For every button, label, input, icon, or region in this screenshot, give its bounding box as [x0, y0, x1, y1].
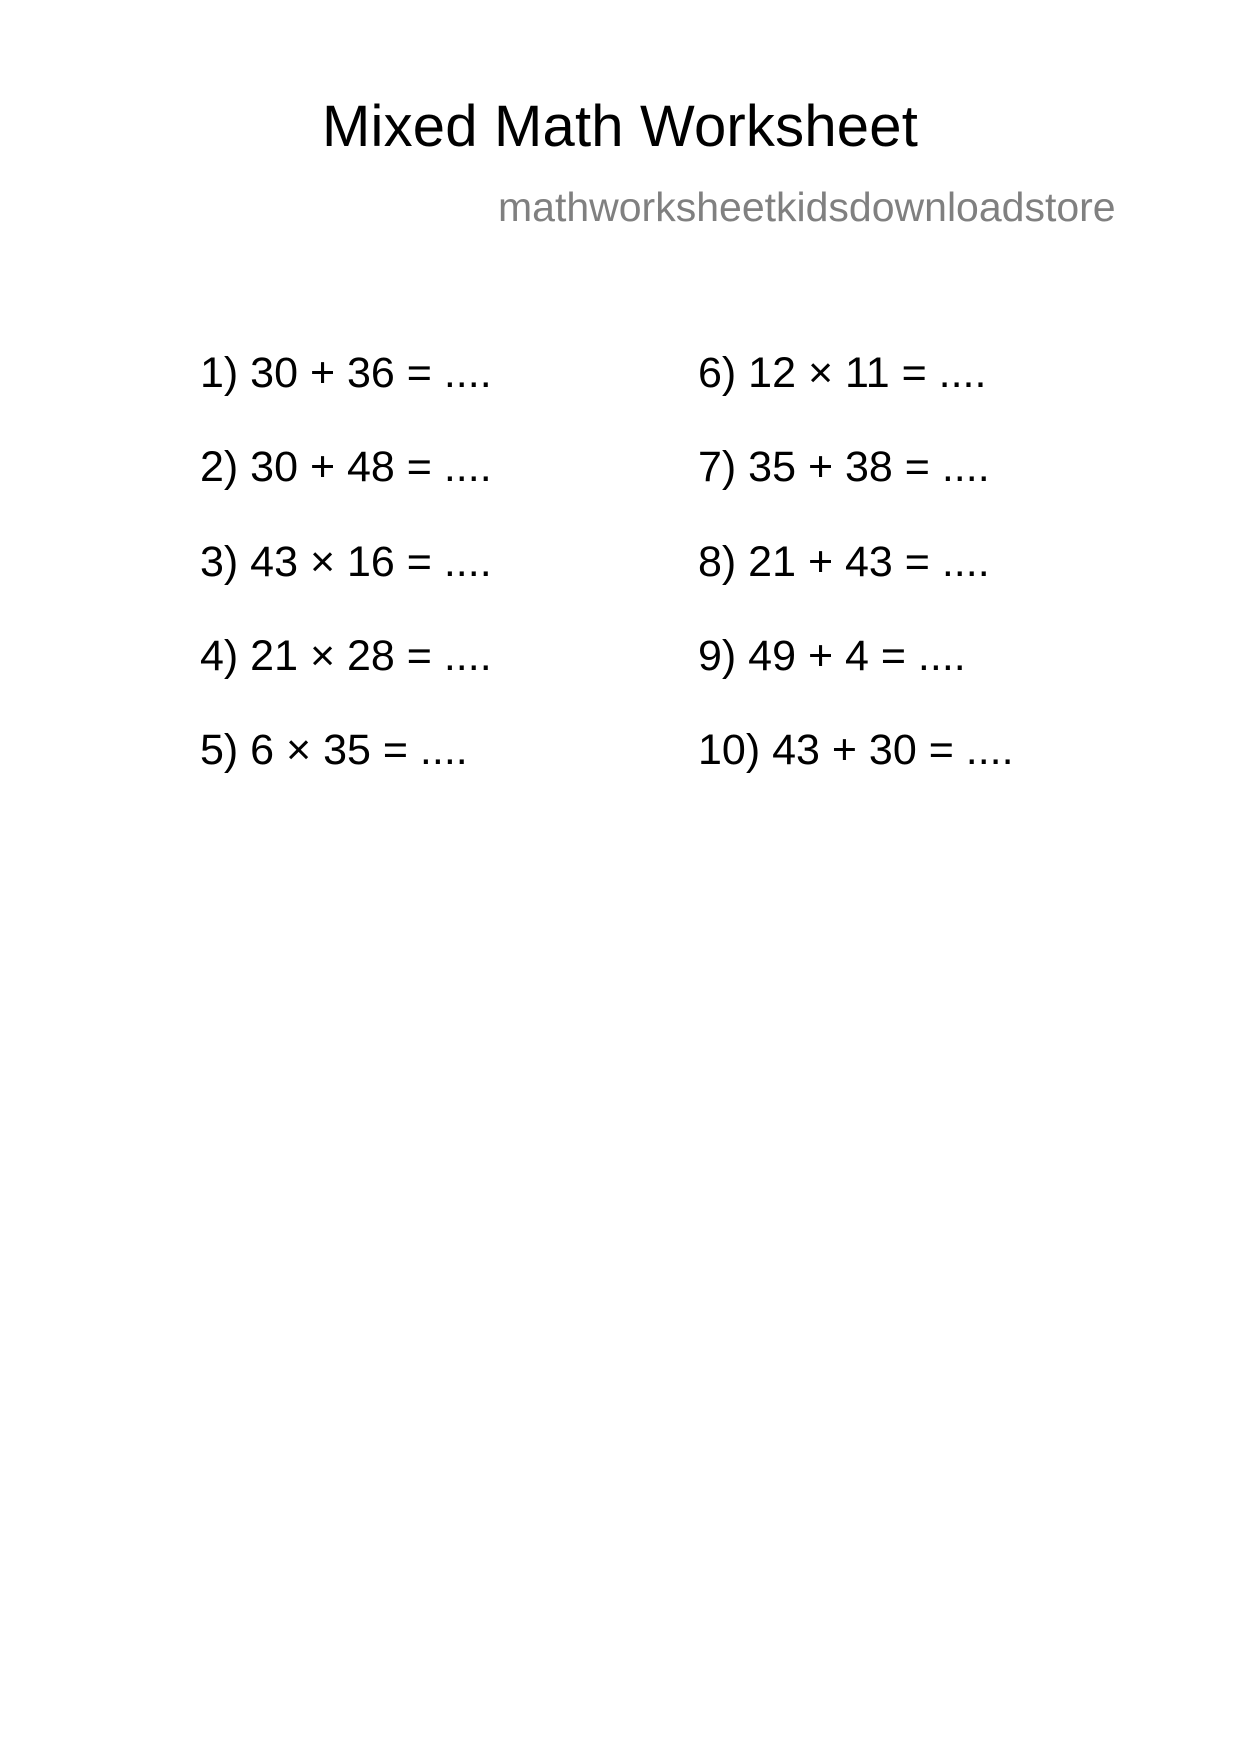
problem-5: 5) 6 × 35 = ....: [200, 726, 468, 774]
problem-list: [0, 349, 1240, 812]
problem-9: 9) 49 + 4 = ....: [698, 632, 966, 680]
site-name: mathworksheetkidsdownloadstore: [498, 184, 1116, 230]
problem-6: 6) 12 × 11 = ....: [698, 349, 987, 397]
problem-10: 10) 43 + 30 = ....: [698, 726, 1014, 774]
problem-4: 4) 21 × 28 = ....: [200, 632, 492, 680]
problem-7: 7) 35 + 38 = ....: [698, 443, 990, 491]
problem-3: 3) 43 × 16 = ....: [200, 538, 492, 586]
problem-2: 2) 30 + 48 = ....: [200, 443, 492, 491]
page-title: Mixed Math Worksheet: [321, 94, 919, 159]
problem-1: 1) 30 + 36 = ....: [200, 349, 492, 397]
problem-8: 8) 21 + 43 = ....: [698, 538, 990, 586]
